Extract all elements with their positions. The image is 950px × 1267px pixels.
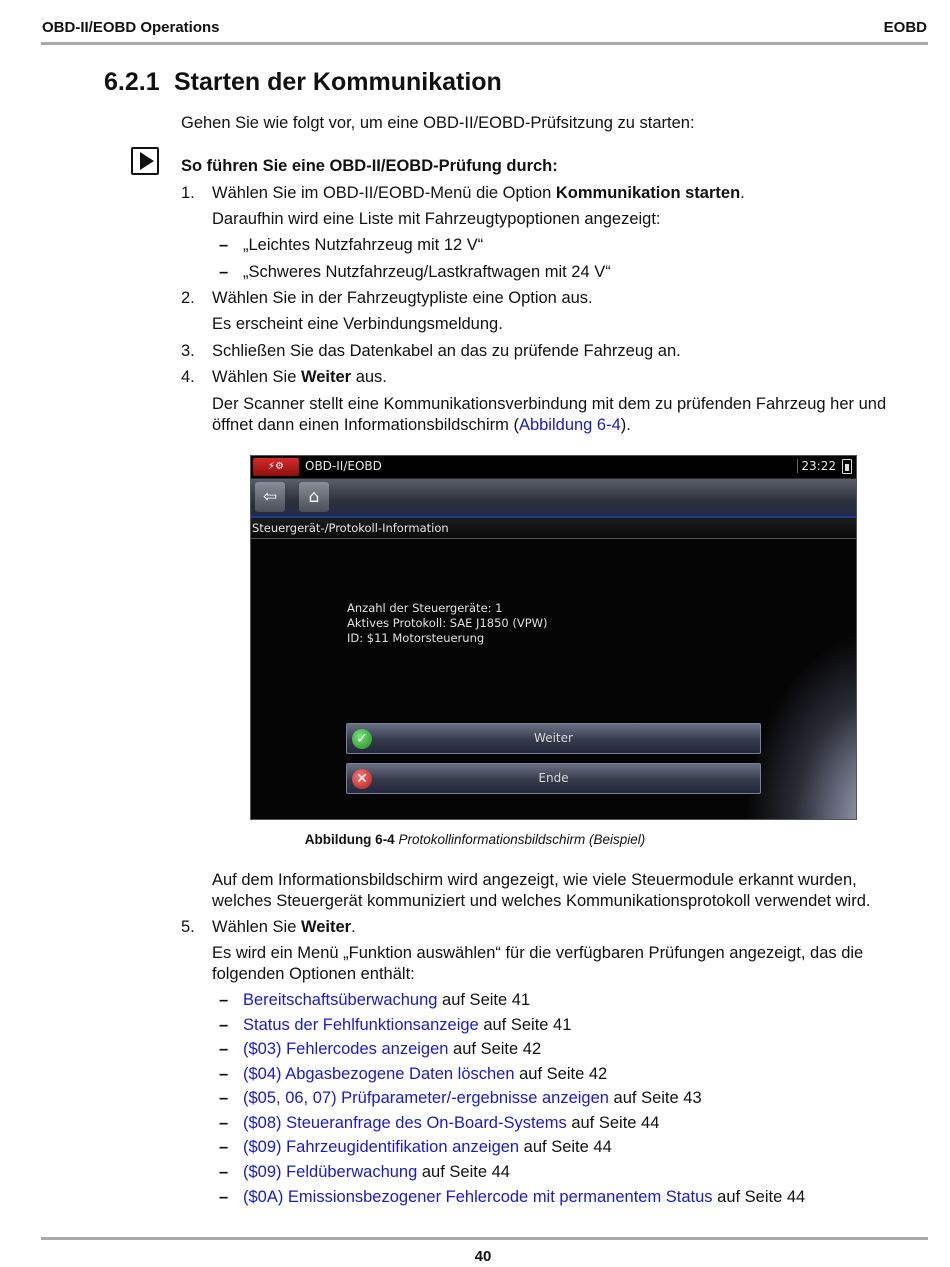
step-number: 4. <box>181 368 195 386</box>
step-number: 3. <box>181 342 195 360</box>
option-item: ($08) Steueranfrage des On-Board-Systems auf Seite 44 <box>243 1114 660 1132</box>
step-note: Es erscheint eine Verbindungsmeldung. <box>212 315 503 333</box>
option-item: Status der Fehlfunktionsanzeige auf Seite 41 <box>243 1016 572 1034</box>
step-text: Schließen Sie das Datenkabel an das zu prüfende Fahrzeug an. <box>212 342 681 360</box>
device-app-title: OBD-II/EOBD <box>305 459 382 473</box>
step-note: Daraufhin wird eine Liste mit Fahrzeugtypoptionen angezeigt: <box>212 210 661 228</box>
step-note: Es wird ein Menü „Funktion auswählen“ für die verfügbaren Prüfungen angezeigt, das die folgenden Optionen enthält: <box>212 944 864 983</box>
lead-paragraph: Gehen Sie wie folgt vor, um eine OBD-II/EOBD-Prüfsitzung zu starten: <box>181 114 695 132</box>
option-link[interactable]: Bereitschaftsüberwachung <box>243 991 438 1009</box>
section-number: 6.2.1 <box>104 68 160 96</box>
option-item: ($03) Fehlercodes anzeigen auf Seite 42 <box>243 1040 542 1058</box>
header-rule <box>41 42 928 45</box>
step-text: Wählen Sie in der Fahrzeugtypliste eine Option aus. <box>212 289 593 307</box>
dash-bullet: – <box>219 1016 229 1034</box>
scanner-logo-icon: ⚡⚙ <box>253 458 299 476</box>
option-item: ($0A) Emissionsbezogener Fehlercode mit permanentem Status auf Seite 44 <box>243 1188 806 1206</box>
device-screenshot <box>250 455 857 820</box>
page-number: 40 <box>474 1248 492 1265</box>
option-link[interactable]: ($04) Abgasbezogene Daten löschen <box>243 1065 515 1083</box>
device-clock: 23:22 <box>797 459 836 473</box>
device-content <box>251 539 856 820</box>
x-icon: ✕ <box>352 769 372 789</box>
back-arrow-icon[interactable]: ⇦ <box>255 482 285 512</box>
procedure-title: So führen Sie eine OBD-II/EOBD-Prüfung durch: <box>181 157 558 175</box>
option-link[interactable]: ($03) Fehlercodes anzeigen <box>243 1040 449 1058</box>
step-note: Auf dem Informationsbildschirm wird angezeigt, wie viele Steuermodule erkannt wurden, welches Steuergerät kommuniziert und welches Kommunikationsprotokoll verwendet wird. <box>212 871 871 910</box>
continue-button[interactable] <box>346 723 761 754</box>
exit-button-label: Ende <box>538 771 569 785</box>
step-number: 1. <box>181 184 195 202</box>
vehicle-option: „Leichtes Nutzfahrzeug mit 12 V“ <box>243 236 484 254</box>
option-item: ($05, 06, 07) Prüfparameter/-ergebnisse anzeigen auf Seite 43 <box>243 1089 702 1107</box>
dash-bullet: – <box>219 1163 229 1181</box>
dash-bullet: – <box>219 1138 229 1156</box>
option-link[interactable]: Status der Fehlfunktionsanzeige <box>243 1016 479 1034</box>
section-title-text: Starten der Kommunikation <box>174 68 502 96</box>
exit-button[interactable] <box>346 763 761 794</box>
option-link[interactable]: ($05, 06, 07) Prüfparameter/-ergebnisse anzeigen <box>243 1089 609 1107</box>
dash-bullet: – <box>219 1065 229 1083</box>
option-item: ($09) Feldüberwachung auf Seite 44 <box>243 1163 510 1181</box>
step-text: Wählen Sie Weiter aus. <box>212 368 387 386</box>
info-line: ID: $11 Motorsteuerung <box>347 631 485 645</box>
option-item: ($09) Fahrzeugidentifikation anzeigen auf Seite 44 <box>243 1138 612 1156</box>
dash-bullet: – <box>219 263 229 281</box>
step-text: Wählen Sie im OBD-II/EOBD-Menü die Option Kommunikation starten. <box>212 184 745 202</box>
dash-bullet: – <box>219 991 229 1009</box>
figure-label: Abbildung 6-4 <box>304 832 395 847</box>
option-item: Bereitschaftsüberwachung auf Seite 41 <box>243 991 531 1009</box>
option-item: ($04) Abgasbezogene Daten löschen auf Seite 42 <box>243 1065 608 1083</box>
option-link[interactable]: ($09) Feldüberwachung <box>243 1163 418 1181</box>
dash-bullet: – <box>219 236 229 254</box>
dash-bullet: – <box>219 1114 229 1132</box>
checkmark-icon: ✓ <box>352 729 372 749</box>
page-header-left: OBD-II/EOBD Operations <box>42 19 220 36</box>
footer-rule <box>41 1237 928 1240</box>
device-subheader: Steuergerät-/Protokoll-Information <box>251 518 857 539</box>
continue-button-label: Weiter <box>534 731 573 745</box>
option-link[interactable]: ($08) Steueranfrage des On-Board-Systems <box>243 1114 567 1132</box>
step-number: 2. <box>181 289 195 307</box>
figure-link[interactable]: Abbildung 6-4 <box>518 416 621 434</box>
dash-bullet: – <box>219 1040 229 1058</box>
option-link[interactable]: ($0A) Emissionsbezogener Fehlercode mit permanentem Status <box>243 1188 713 1206</box>
dash-bullet: – <box>219 1089 229 1107</box>
step-text: Wählen Sie Weiter. <box>212 918 356 936</box>
figure-caption-text: Protokollinformationsbildschirm (Beispiel) <box>394 832 646 847</box>
option-link[interactable]: ($09) Fahrzeugidentifikation anzeigen <box>243 1138 520 1156</box>
step-number: 5. <box>181 918 195 936</box>
step-note: Der Scanner stellt eine Kommunikationsverbindung mit dem zu prüfenden Fahrzeug her und öffnet dann einen Informationsbildschirm (Abbildung 6-4). <box>212 395 887 434</box>
device-toolbar <box>251 479 856 518</box>
section-title <box>104 68 502 97</box>
procedure-arrow-icon <box>131 147 159 175</box>
home-icon[interactable]: ⌂ <box>299 482 329 512</box>
page-header-right: EOBD <box>883 19 927 36</box>
figure-caption <box>0 832 950 847</box>
vehicle-option: „Schweres Nutzfahrzeug/Lastkraftwagen mit 24 V“ <box>243 263 611 281</box>
dash-bullet: – <box>219 1188 229 1206</box>
device-status-bar <box>251 456 856 479</box>
info-line: Anzahl der Steuergeräte: 1 <box>347 601 503 615</box>
battery-icon <box>842 459 852 474</box>
info-line: Aktives Protokoll: SAE J1850 (VPW) <box>347 616 548 630</box>
